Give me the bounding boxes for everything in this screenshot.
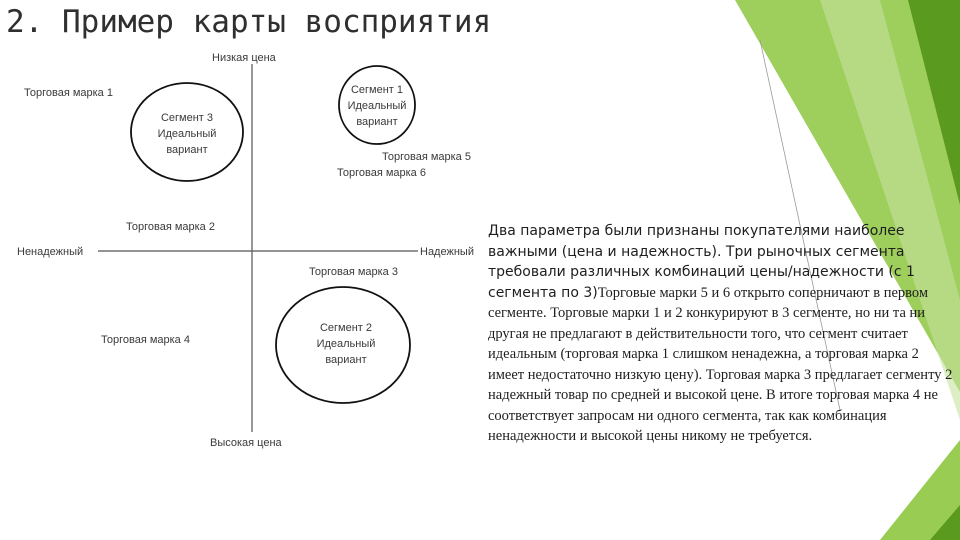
brand-4-label: Торговая марка 4 xyxy=(101,334,190,346)
segment-3-line2: вариант xyxy=(166,144,208,156)
segment-2-line2: вариант xyxy=(325,354,367,366)
axis-label-bottom: Высокая цена xyxy=(210,437,282,449)
axis-label-left: Ненадежный xyxy=(17,246,84,258)
brand-3-label: Торговая марка 3 xyxy=(309,266,398,278)
brand-2-label: Торговая марка 2 xyxy=(126,221,215,233)
segment-1-line1: Идеальный xyxy=(347,100,407,112)
segment-1-name: Сегмент 1 xyxy=(350,84,404,96)
axis-label-right: Надежный xyxy=(420,246,474,258)
segment-3-name: Сегмент 3 xyxy=(160,112,214,124)
brand-6-label: Торговая марка 6 xyxy=(337,167,426,179)
brand-1-label: Торговая марка 1 xyxy=(24,87,113,99)
segment-2-line1: Идеальный xyxy=(316,338,376,350)
description-lead: Два параметра были признаны покупателями наиболее важными (цена и надежность). Три рыночных сегмента требовали различных комбинаций цены/надежности (с 1 сегмента по 3) xyxy=(488,223,915,301)
segment-2-name: Сегмент 2 xyxy=(319,322,373,334)
description-body: Торговые марки 5 и 6 открыто соперничают в первом сегменте. Торговые марки 1 и 2 конкурируют в 3 сегменте, но ни та ни другая не предлагают в действительности того, что сегмент считает идеальным (торговая марка 1 слишком ненадежна, а торговая марка 2 имеет недостаточно низкую цену). Торговая марка 3 предлагает сегменту 2 надежный товар по средней и высокой цене. В итоге торговая марка 4 не соответствует запросам ни одного сегмента, так как комбинация ненадежности и высокой цены никому не требуется. xyxy=(488,284,953,444)
axis-label-top: Низкая цена xyxy=(212,52,276,64)
slide-title: 2. Пример карты восприятия xyxy=(6,4,492,40)
map-description xyxy=(488,221,958,447)
segment-1-line2: вариант xyxy=(356,116,398,128)
segment-3-line1: Идеальный xyxy=(157,128,217,140)
brand-5-label: Торговая марка 5 xyxy=(382,151,471,163)
